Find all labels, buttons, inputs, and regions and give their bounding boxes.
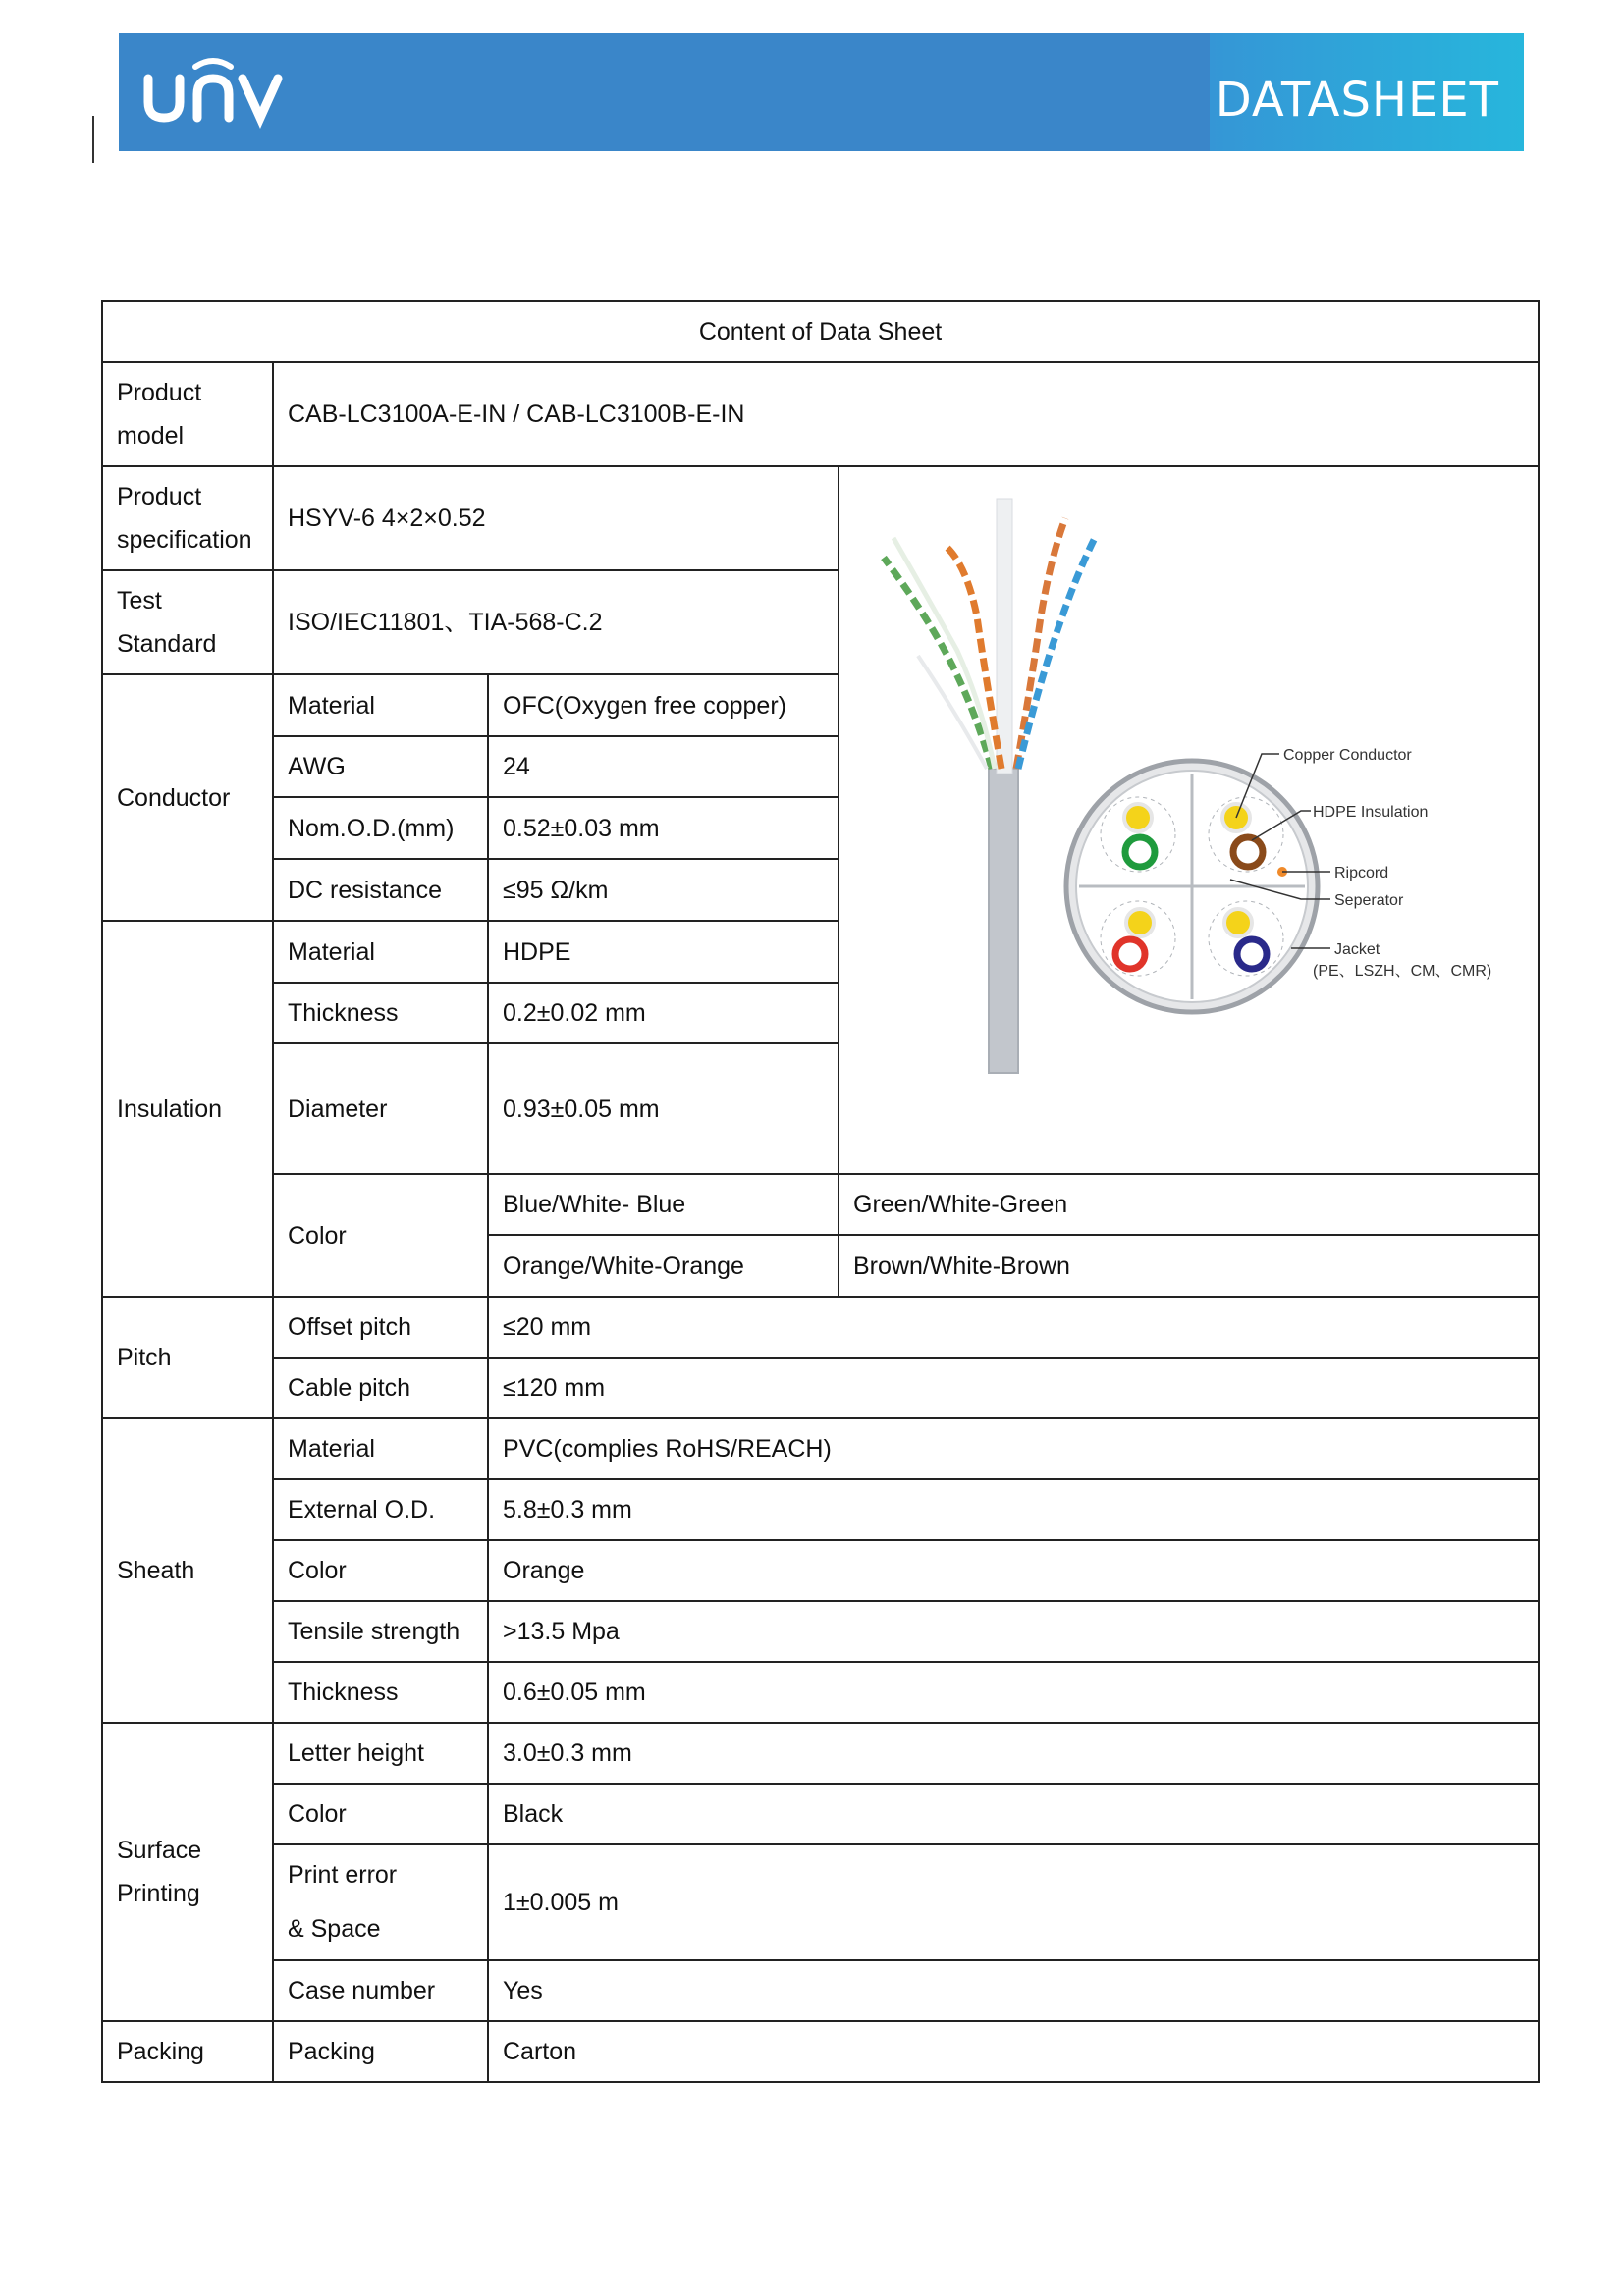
cable-core-strand <box>997 499 1012 774</box>
table-row <box>102 1358 1539 1418</box>
color-value: Brown/White-Brown <box>839 1235 1539 1297</box>
color-value: Green/White-Green <box>839 1174 1539 1235</box>
row-label-surface-printing: Surface Printing <box>102 1723 273 2021</box>
label-ripcord: Ripcord <box>1334 864 1389 881</box>
table-row <box>102 1174 1539 1235</box>
unv-logo <box>138 51 286 130</box>
param-name: DC resistance <box>273 859 488 921</box>
table-row <box>102 1601 1539 1662</box>
product-spec-value: HSYV-6 4×2×0.52 <box>273 466 839 570</box>
param-value: PVC(complies RoHS/REACH) <box>488 1418 1539 1479</box>
param-value: Yes <box>488 1960 1539 2021</box>
cable-diagram-cell <box>839 466 1539 1174</box>
param-name: External O.D. <box>273 1479 488 1540</box>
param-name: Tensile strength <box>273 1601 488 1662</box>
param-name: AWG <box>273 736 488 797</box>
table-row <box>102 1844 1539 1960</box>
label-jacket: Jacket <box>1334 940 1380 958</box>
param-name: Case number <box>273 1960 488 2021</box>
param-value: Carton <box>488 2021 1539 2082</box>
param-name: Color <box>273 1540 488 1601</box>
row-label-product-model: Product model <box>102 362 273 466</box>
color-value: Blue/White- Blue <box>488 1174 839 1235</box>
param-value: ≤120 mm <box>488 1358 1539 1418</box>
param-name: Cable pitch <box>273 1358 488 1418</box>
table-row <box>102 1662 1539 1723</box>
table-title: Content of Data Sheet <box>102 301 1539 362</box>
table-row <box>102 1784 1539 1844</box>
param-name: Color <box>273 1174 488 1297</box>
param-name: Letter height <box>273 1723 488 1784</box>
table-row <box>102 1418 1539 1479</box>
row-label-test-standard: Test Standard <box>102 570 273 674</box>
table-row <box>102 2021 1539 2082</box>
param-name: Diameter <box>273 1043 488 1174</box>
param-name: Packing <box>273 2021 488 2082</box>
param-name: Thickness <box>273 1662 488 1723</box>
datasheet-title: DATASHEET <box>1215 73 1499 128</box>
table-header-row <box>102 301 1539 362</box>
cable-diagram <box>839 469 1540 1172</box>
param-value: ≤20 mm <box>488 1297 1539 1358</box>
table-row <box>102 1479 1539 1540</box>
color-value: Orange/White-Orange <box>488 1235 839 1297</box>
label-hdpe-insulation: HDPE Insulation <box>1313 803 1429 821</box>
param-value: HDPE <box>488 921 839 983</box>
param-value: 5.8±0.3 mm <box>488 1479 1539 1540</box>
param-name: Material <box>273 674 488 736</box>
brown-pair <box>1016 518 1065 769</box>
label-jacket-types: (PE、LSZH、CM、CMR) <box>1313 962 1492 980</box>
table-row <box>102 1960 1539 2021</box>
param-value: 0.93±0.05 mm <box>488 1043 839 1174</box>
param-value: Orange <box>488 1540 1539 1601</box>
param-name: Material <box>273 1418 488 1479</box>
param-value: 0.2±0.02 mm <box>488 983 839 1043</box>
label-separator: Seperator <box>1334 891 1404 909</box>
param-value: >13.5 Mpa <box>488 1601 1539 1662</box>
param-value: 0.52±0.03 mm <box>488 797 839 859</box>
green-pair <box>884 558 992 769</box>
param-value: 3.0±0.3 mm <box>488 1723 1539 1784</box>
row-label-product-spec: Product specification <box>102 466 273 570</box>
row-label-insulation: Insulation <box>102 921 273 1297</box>
table-row <box>102 466 1539 570</box>
header-banner <box>119 33 1524 151</box>
param-value: 24 <box>488 736 839 797</box>
param-name: Nom.O.D.(mm) <box>273 797 488 859</box>
table-row <box>102 1723 1539 1784</box>
param-name: Thickness <box>273 983 488 1043</box>
blue-pair <box>1018 538 1095 769</box>
test-standard-value: ISO/IEC11801、TIA-568-C.2 <box>273 570 839 674</box>
row-label-conductor: Conductor <box>102 674 273 921</box>
margin-marker <box>92 116 94 163</box>
datasheet-table <box>101 300 1540 2083</box>
table-row <box>102 1540 1539 1601</box>
row-label-pitch: Pitch <box>102 1297 273 1418</box>
param-name: Print error & Space <box>273 1844 488 1960</box>
param-value: 0.6±0.05 mm <box>488 1662 1539 1723</box>
table-row <box>102 1297 1539 1358</box>
param-value: 1±0.005 m <box>488 1844 1539 1960</box>
row-label-packing: Packing <box>102 2021 273 2082</box>
product-model-value: CAB-LC3100A-E-IN / CAB-LC3100B-E-IN <box>273 362 1539 466</box>
param-value: Black <box>488 1784 1539 1844</box>
param-value: ≤95 Ω/km <box>488 859 839 921</box>
table-row <box>102 362 1539 466</box>
param-name: Offset pitch <box>273 1297 488 1358</box>
row-label-sheath: Sheath <box>102 1418 273 1723</box>
param-value: OFC(Oxygen free copper) <box>488 674 839 736</box>
param-name: Material <box>273 921 488 983</box>
param-name: Color <box>273 1784 488 1844</box>
orange-pair <box>947 548 1001 769</box>
label-copper-conductor: Copper Conductor <box>1283 746 1412 764</box>
cable-jacket-body <box>989 769 1018 1073</box>
